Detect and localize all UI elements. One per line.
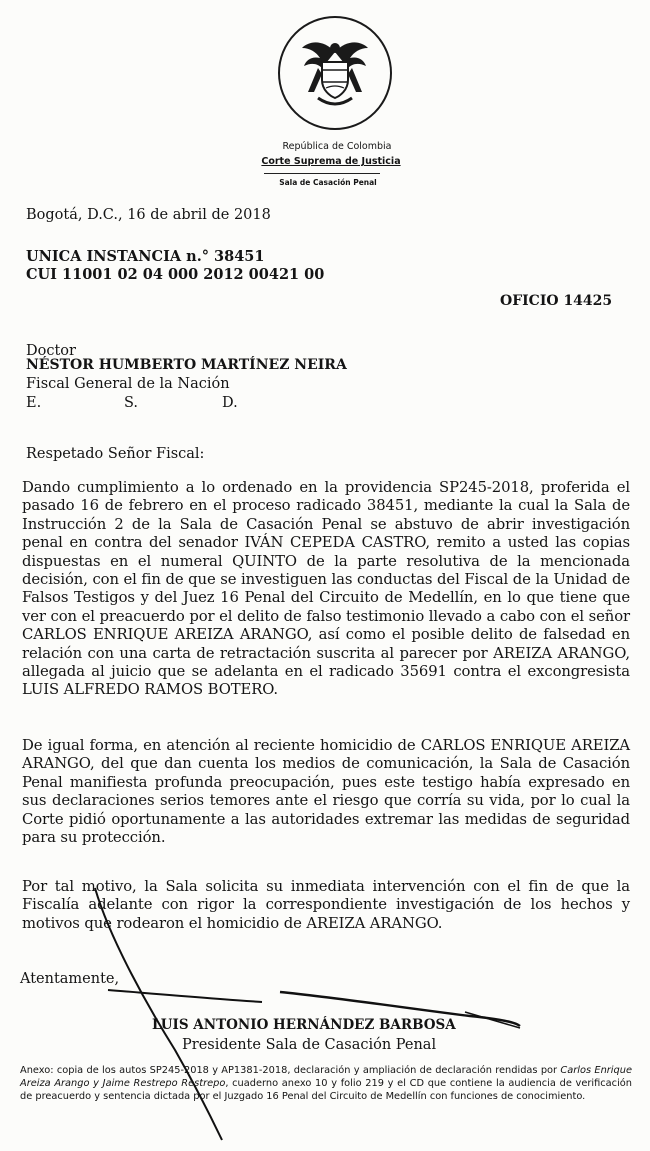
case-cui: CUI 11001 02 04 000 2012 00421 00: [26, 266, 325, 283]
recipient-s: S.: [124, 395, 139, 411]
annex-part-2: , cuaderno anexo 10 y folio 219 y el CD que contiene la audiencia de verificación de preacuerdo y sentencia dictada por el Juzgado 16 Penal del Circuito de Medellín con funciones de conocimiento.: [20, 1078, 632, 1102]
signature-role: Presidente Sala de Casación Penal: [182, 1037, 437, 1053]
letterhead-country: República de Colombia: [282, 141, 392, 152]
letterhead-chamber: Sala de Casación Penal: [279, 178, 377, 187]
date-line: Bogotá, D.C., 16 de abril de 2018: [26, 207, 271, 223]
recipient-d: D.: [222, 395, 238, 411]
signature-name: LUIS ANTONIO HERNÁNDEZ BARBOSA: [152, 1017, 456, 1033]
oficio-number: OFICIO 14425: [500, 293, 613, 309]
recipient-name: NÉSTOR HUMBERTO MARTÍNEZ NEIRA: [26, 357, 347, 373]
body-paragraph-2: De igual forma, en atención al reciente homicidio de CARLOS ENRIQUE AREIZA ARANGO, del que dan cuenta los medios de comunicación, la Sala de Casación Penal manifiesta profunda preocupación, pues este testigo había expresado en sus declaraciones serios temores ante el riesgo que corría su vida, por lo cual la Corte pidió oportunamente a las autoridades extremar las medidas de seguridad para su protección.: [22, 737, 630, 847]
court-seal: [278, 16, 392, 130]
annex-names: Carlos Enrique Areiza Arango y Jaime Restrepo Restrepo: [20, 1065, 632, 1089]
recipient-position: Fiscal General de la Nación: [26, 376, 230, 392]
recipient-title: Doctor: [26, 343, 76, 359]
letterhead-court: Corte Suprema de Justicia: [261, 156, 401, 167]
closing: Atentamente,: [20, 971, 120, 987]
recipient-e: E.: [26, 395, 42, 411]
case-instance: UNICA INSTANCIA n.° 38451: [26, 248, 265, 265]
letterhead-divider: [264, 173, 380, 174]
annex-note: [20, 1064, 632, 1103]
body-paragraph-3: Por tal motivo, la Sala solicita su inmediata intervención con el fin de que la Fiscalía adelante con rigor la correspondiente investigación de los hechos y motivos que rodearon el homicidio de AREIZA ARANGO.: [22, 878, 630, 932]
colombia-coat-of-arms-icon: [280, 18, 390, 128]
salutation: Respetado Señor Fiscal:: [26, 446, 205, 462]
body-paragraph-1: Dando cumplimiento a lo ordenado en la providencia SP245-2018, proferida el pasado 16 de febrero en el proceso radicado 38451, mediante la cual la Sala de Instrucción 2 de la Sala de Casación Penal se abstuvo de abrir investigación penal en contra del senador IVÁN CEPEDA CASTRO, remito a usted las copias dispuestas en el numeral QUINTO de la parte resolutiva de la mencionada decisión, con el fin de que se investiguen las conductas del Fiscal de la Unidad de Falsos Testigos y del Juez 16 Penal del Circuito de Medellín, en lo que tiene que ver con el preacuerdo por el delito de falso testimonio llevado a cabo con el señor CARLOS ENRIQUE AREIZA ARANGO, así como el posible delito de falsedad en relación con una carta de retractación suscrita al parecer por AREIZA ARANGO, allegada al juicio que se adelanta en el radicado 35691 contra el excongresista LUIS ALFREDO RAMOS BOTERO.: [22, 479, 630, 699]
annex-part-1: Anexo: copia de los autos SP245-2018 y AP1381-2018, declaración y ampliación de declaración rendidas por: [20, 1065, 561, 1076]
